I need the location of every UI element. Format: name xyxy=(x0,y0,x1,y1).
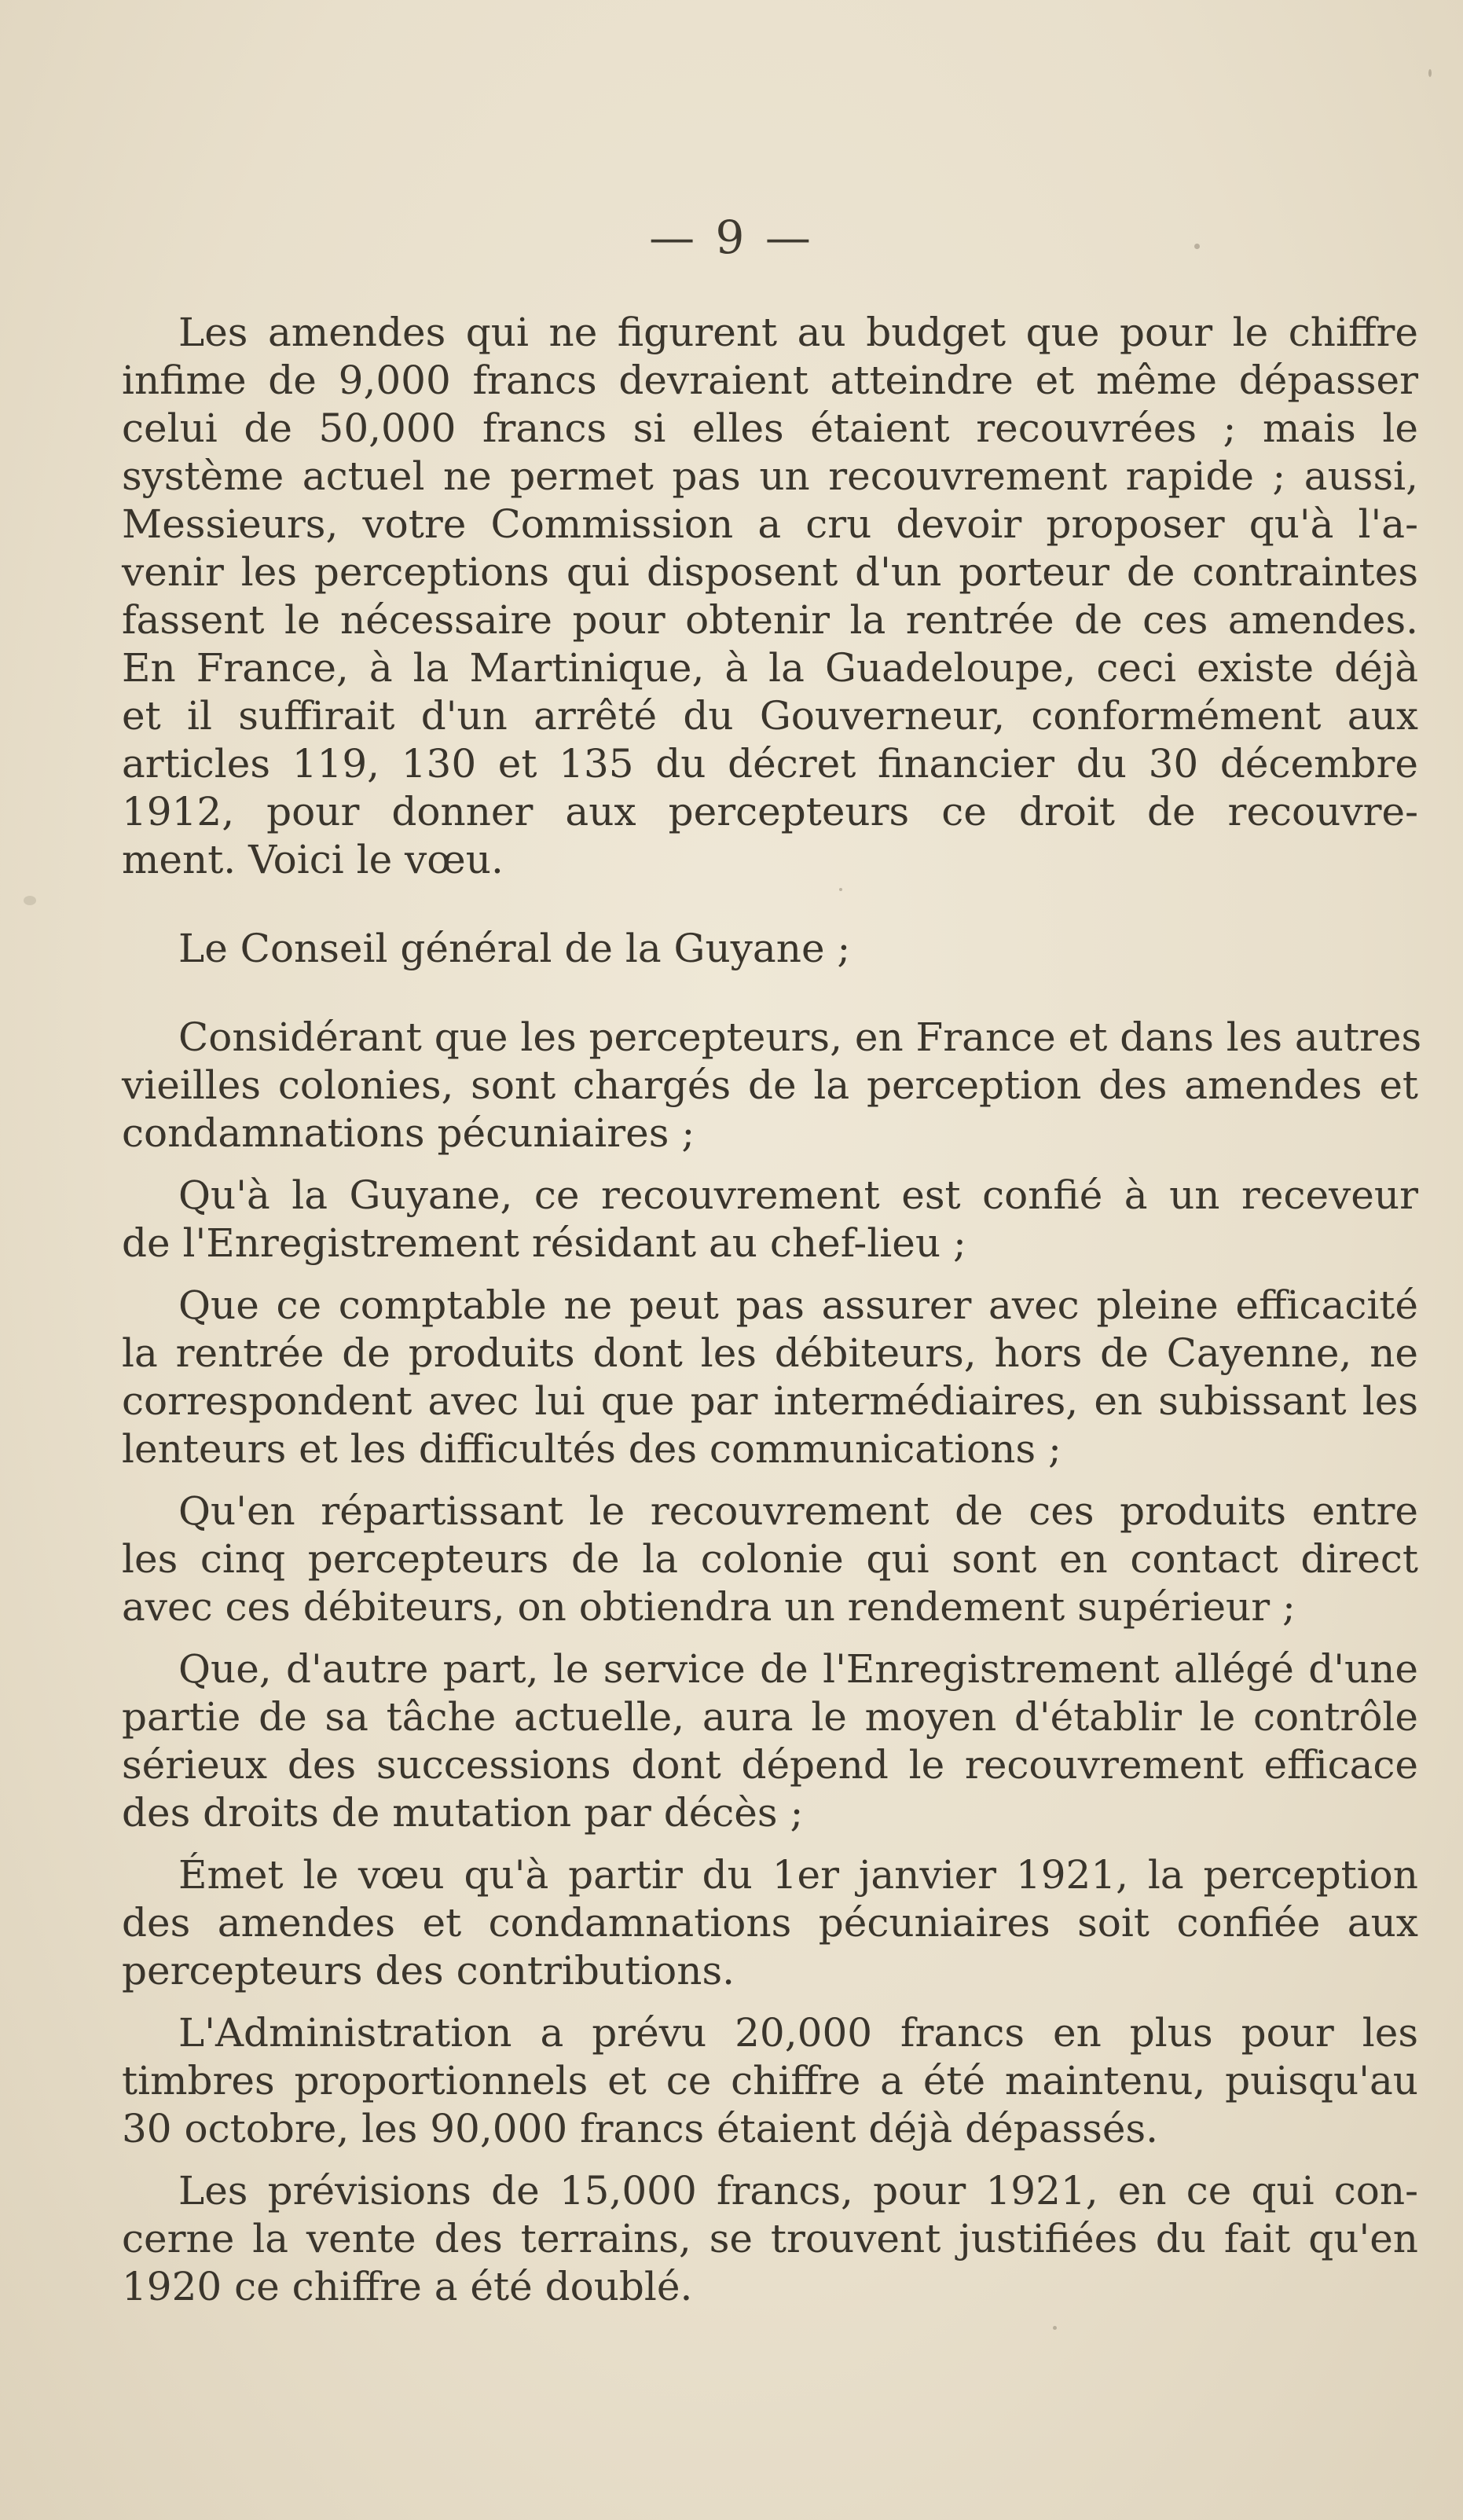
text-line: lenteurs et les difficultés des communications ; xyxy=(122,1426,1062,1472)
text-line: venir les perceptions qui disposent d'un porteur de contraintes xyxy=(122,549,1418,595)
text-line: de l'Enregistrement résidant au chef-lieu ; xyxy=(122,1220,966,1266)
text-line: vieilles colonies, sont chargés de la perception des amendes et xyxy=(122,1062,1418,1108)
text-line: sérieux des successions dont dépend le recouvrement efficace xyxy=(122,1742,1418,1788)
text-line: Messieurs, votre Commission a cru devoir proposer qu'à l'a- xyxy=(122,501,1418,547)
text-line: condamnations pécuniaires ; xyxy=(122,1110,695,1156)
text-line: articles 119, 130 et 135 du décret financier du 30 décembre xyxy=(122,741,1418,787)
text-line: Que, d'autre part, le service de l'Enregistrement allégé d'une xyxy=(178,1646,1418,1692)
paper-speck xyxy=(24,896,36,905)
text-line: des droits de mutation par décès ; xyxy=(122,1790,804,1836)
paragraph-quen-repartissant xyxy=(122,1487,1418,1631)
paragraph-administration xyxy=(122,2009,1418,2153)
text-line: 1912, pour donner aux percepteurs ce droit de recouvre- xyxy=(122,789,1418,834)
text-line: percepteurs des contributions. xyxy=(122,1948,735,1994)
text-line: et il suffirait d'un arrêté du Gouverneur, conformément aux xyxy=(122,693,1418,739)
text-line: cerne la vente des terrains, se trouvent justifiées du fait qu'en xyxy=(122,2216,1418,2261)
text-line: celui de 50,000 francs si elles étaient recouvrées ; mais le xyxy=(122,405,1418,451)
text-line: avec ces débiteurs, on obtiendra un rendement supérieur ; xyxy=(122,1584,1296,1630)
text-line: timbres proportionnels et ce chiffre a été maintenu, puisqu'au xyxy=(122,2058,1418,2104)
text-line: Émet le vœu qu'à partir du 1er janvier 1921, la perception xyxy=(178,1852,1418,1898)
text-line: partie de sa tâche actuelle, aura le moyen d'établir le contrôle xyxy=(122,1694,1418,1740)
text-line: fassent le nécessaire pour obtenir la rentrée de ces amendes. xyxy=(122,597,1418,643)
body-text xyxy=(122,309,1422,2311)
paragraph-intro xyxy=(122,309,1418,884)
text-line: En France, à la Martinique, à la Guadeloupe, ceci existe déjà xyxy=(122,645,1418,691)
paragraph-que-ce-comptable xyxy=(122,1282,1418,1473)
paper-speck xyxy=(1194,244,1200,249)
text-line: système actuel ne permet pas un recouvrement rapide ; aussi, xyxy=(122,453,1418,499)
paragraph-conseil xyxy=(122,925,1418,973)
text-line: Les prévisions de 15,000 francs, pour 1921, en ce qui con- xyxy=(178,2168,1418,2214)
paragraph-emet-le-voeu xyxy=(122,1851,1418,1995)
text-line: Les amendes qui ne figurent au budget que pour le chiffre xyxy=(178,310,1418,355)
text-line: 1920 ce chiffre a été doublé. xyxy=(122,2264,693,2309)
text-line: Le Conseil général de la Guyane ; xyxy=(178,926,851,971)
text-line: Qu'en répartissant le recouvrement de ces produits entre xyxy=(178,1488,1418,1534)
page-number: — 9 — xyxy=(649,211,814,264)
text-line: 30 octobre, les 90,000 francs étaient déjà dépassés. xyxy=(122,2106,1158,2151)
text-line: infime de 9,000 francs devraient atteindre et même dépasser xyxy=(122,358,1418,403)
paper-speck xyxy=(1053,2326,1057,2330)
paragraph-qua-la-guyane xyxy=(122,1172,1418,1267)
paragraph-que-dautre-part xyxy=(122,1645,1418,1837)
paragraph-considerant xyxy=(122,1014,1422,1157)
text-line: la rentrée de produits dont les débiteurs, hors de Cayenne, ne xyxy=(122,1330,1418,1376)
text-line: les cinq percepteurs de la colonie qui sont en contact direct xyxy=(122,1536,1418,1582)
text-line: des amendes et condamnations pécuniaires soit confiée aux xyxy=(122,1900,1418,1946)
text-line: Que ce comptable ne peut pas assurer avec pleine efficacité xyxy=(178,1282,1418,1328)
paragraph-previsions xyxy=(122,2167,1418,2311)
text-line: Qu'à la Guyane, ce recouvrement est confié à un receveur xyxy=(178,1172,1418,1218)
text-line: correspondent avec lui que par intermédiaires, en subissant les xyxy=(122,1378,1418,1424)
paper-speck xyxy=(839,888,842,891)
text-line: ment. Voici le vœu. xyxy=(122,837,504,882)
text-line: Considérant que les percepteurs, en France et dans les autres xyxy=(178,1014,1422,1060)
paper-speck xyxy=(1428,69,1432,77)
text-line: L'Administration a prévu 20,000 francs en plus pour les xyxy=(178,2010,1418,2056)
